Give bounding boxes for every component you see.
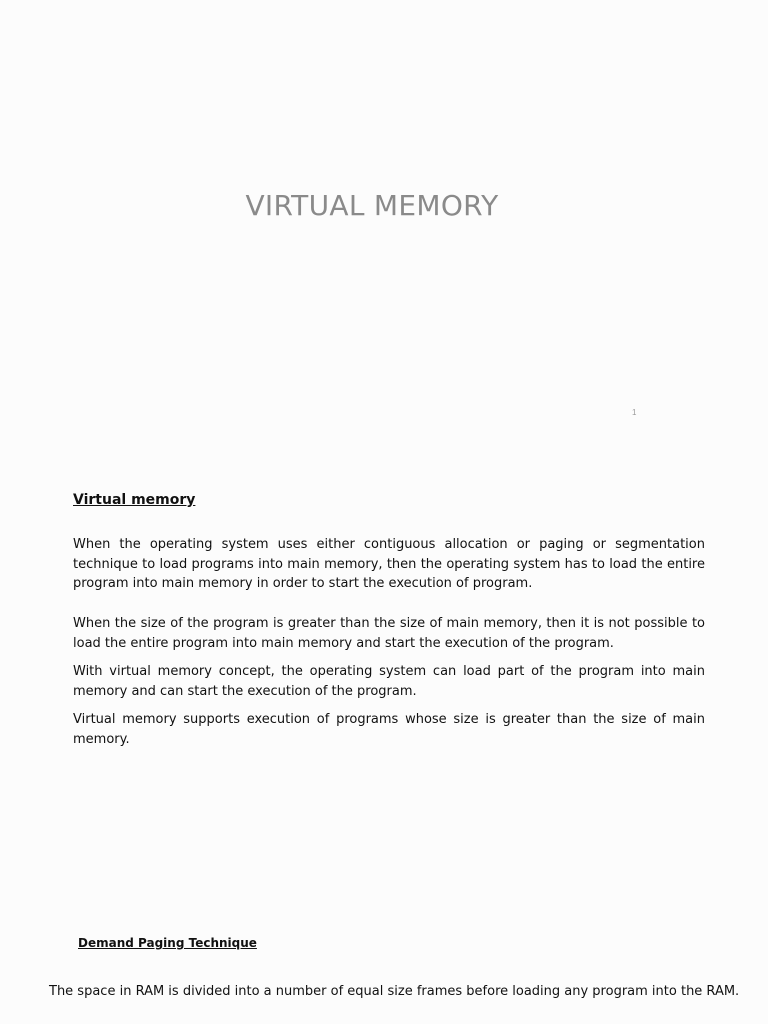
- paragraph: Virtual memory supports execution of programs whose size is greater than the size of main memory.: [73, 712, 705, 747]
- section-heading-demand-paging: Demand Paging Technique: [78, 936, 257, 950]
- paragraph: With virtual memory concept, the operating system can load part of the program into main memory and can start the execution of the program.: [73, 664, 705, 699]
- paragraph: When the size of the program is greater than the size of main memory, then it is not possible to load the entire program into main memory and start the execution of the program.: [73, 616, 705, 651]
- slide-page-number: 1: [632, 408, 637, 417]
- slide-title: VIRTUAL MEMORY: [245, 189, 499, 222]
- paragraph: When the operating system uses either contiguous allocation or paging or segmentation technique to load programs into main memory, then the operating system has to load the entire program into main memory in order to start the execution of program.: [73, 537, 705, 591]
- body-line: The space in RAM is divided into a number of equal size frames before loading any program into the RAM.: [49, 984, 740, 999]
- section-heading-virtual-memory: Virtual memory: [73, 492, 196, 508]
